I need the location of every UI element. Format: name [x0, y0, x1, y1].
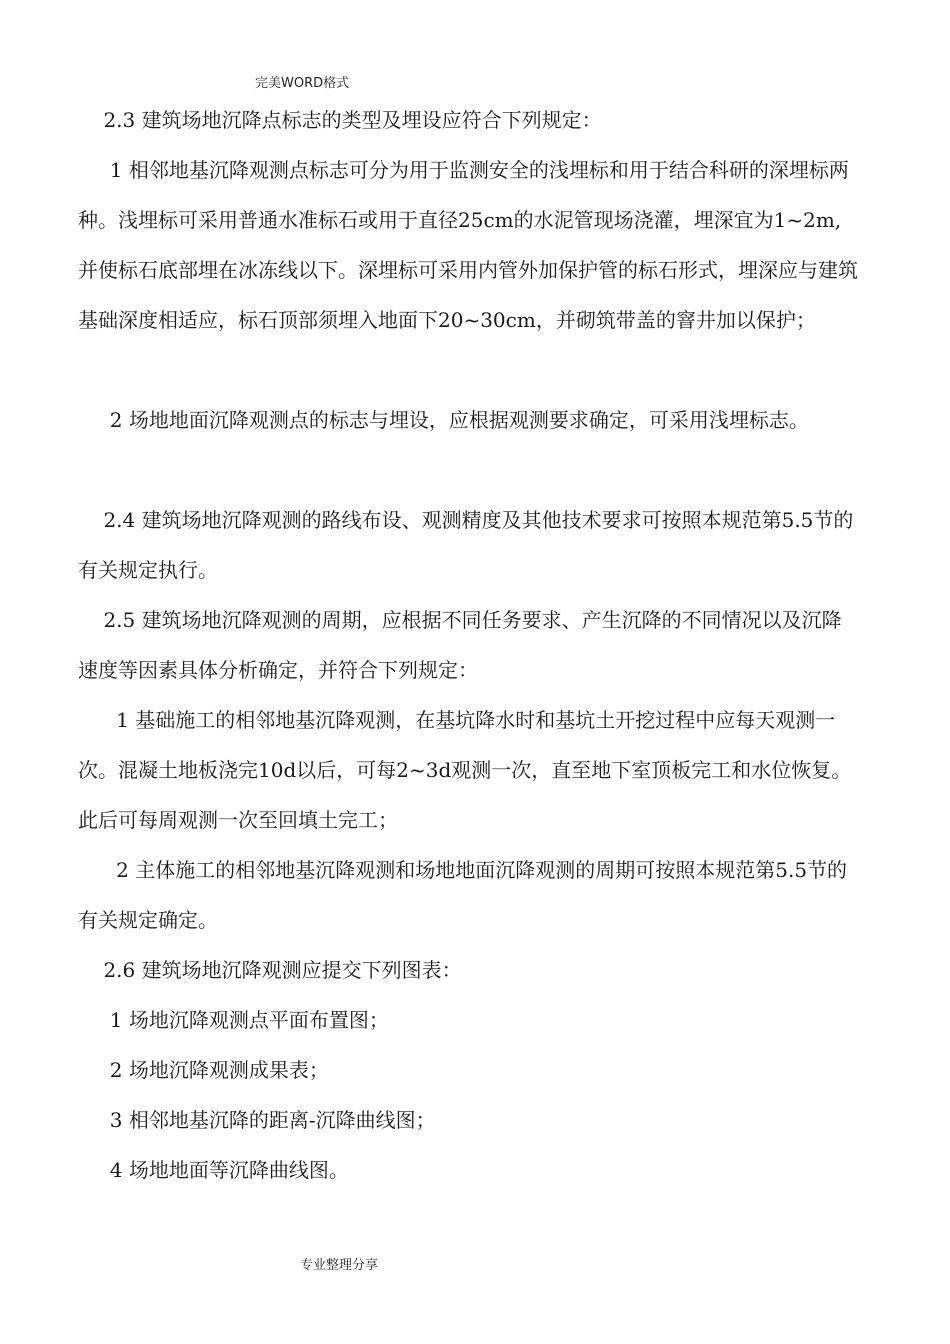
- paragraph-2-3-item-1: 1 相邻地基沉降观测点标志可分为用于监测安全的浅埋标和用于结合科研的深埋标两种。浅埋标可采用普通水准标石或用于直径25cm的水泥管现场浇灌，埋深宜为1~2m,并使标石底部埋在冰冻线以下。深埋标可采用内管外加保护管的标石形式，埋深应与建筑基础深度相适应，标石顶部须埋入地面下20~30cm，并砌筑带盖的窨井加以保护；: [78, 158, 858, 332]
- paragraph-2-5: 2.5 建筑场地沉降观测的周期，应根据不同任务要求、产生沉降的不同情况以及沉降速度等因素具体分析确定，并符合下列规定：: [78, 608, 842, 682]
- page-header: 完美WORD格式: [255, 76, 350, 91]
- paragraph-2-6-item-4: 4 场地地面等沉降曲线图。: [78, 1158, 349, 1182]
- paragraph-2-6-item-2: 2 场地沉降观测成果表；: [78, 1058, 329, 1082]
- paragraph-2-4: 2.4 建筑场地沉降观测的路线布设、观测精度及其他技术要求可按照本规范第5.5节的有关规定执行。: [78, 508, 854, 582]
- paragraph-2-6-item-3: 3 相邻地基沉降的距离-沉降曲线图；: [78, 1108, 436, 1132]
- paragraph-2-5-item-2: 2 主体施工的相邻地基沉降观测和场地地面沉降观测的周期可按照本规范第5.5节的有关规定确定。: [78, 858, 848, 932]
- paragraph-2-3-item-2: 2 场地地面沉降观测点的标志与埋设，应根据观测要求确定，可采用浅埋标志。: [78, 408, 809, 432]
- paragraph-2-5-item-1: 1 基础施工的相邻地基沉降观测，在基坑降水时和基坑土开挖过程中应每天观测一次。混凝土地板浇完10d以后，可每2~3d观测一次，直至地下室顶板完工和水位恢复。此后可每周观测一次至回填土完工；: [78, 708, 852, 832]
- paragraph-2-6-item-1: 1 场地沉降观测点平面布置图；: [78, 1008, 389, 1032]
- paragraph-2-6: 2.6 建筑场地沉降观测应提交下列图表：: [78, 958, 462, 982]
- page-footer: 专业整理分享: [300, 1258, 379, 1273]
- paragraph-2-3: 2.3 建筑场地沉降点标志的类型及埋设应符合下列规定：: [78, 108, 602, 132]
